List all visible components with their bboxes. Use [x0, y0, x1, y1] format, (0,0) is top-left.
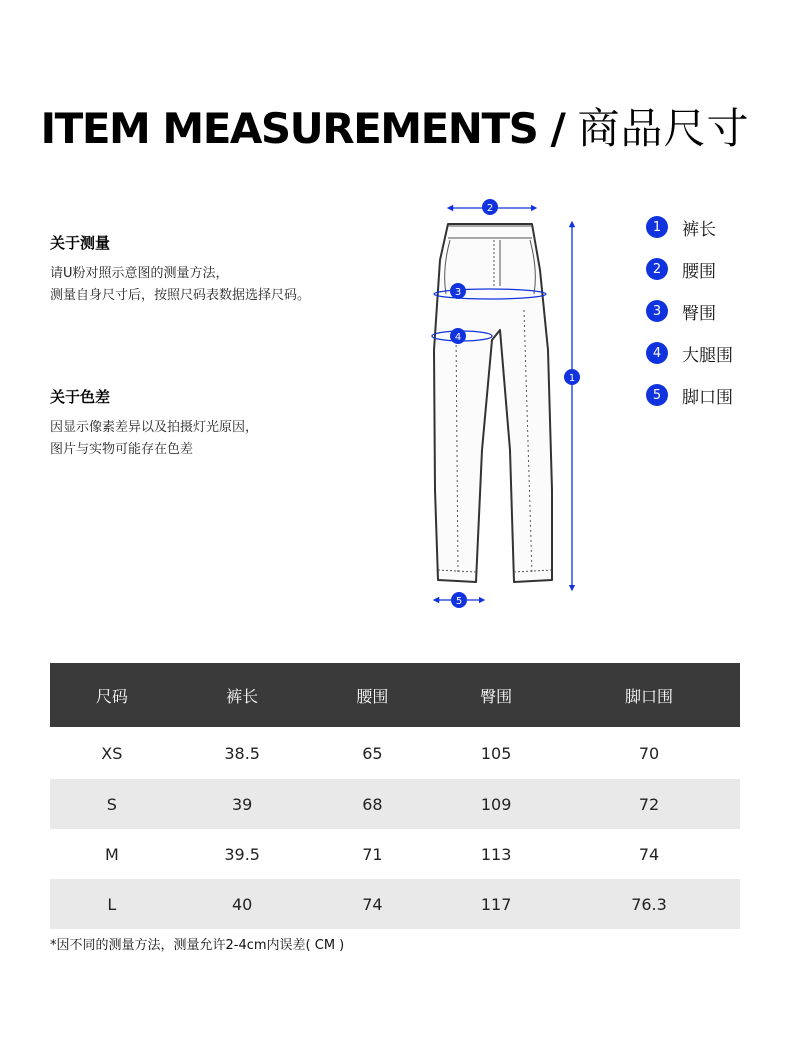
page-title-en: ITEM MEASUREMENTS / [40, 104, 565, 153]
table-cell: 65 [362, 743, 383, 763]
legend-number-badge: 1 [646, 216, 668, 238]
table-cell: 68 [311, 779, 435, 829]
legend-item [646, 332, 733, 374]
legend-number-badge: 2 [646, 258, 668, 280]
legend-item [646, 374, 733, 416]
svg-text:1: 1 [568, 373, 576, 384]
table-row [50, 879, 740, 929]
table-cell: 109 [434, 779, 558, 829]
svg-text:2: 2 [486, 203, 494, 214]
table-row [50, 829, 740, 879]
legend-item [646, 206, 733, 248]
table-row [50, 779, 740, 829]
header-length: 裤长 [174, 663, 311, 727]
measurement-legend [646, 206, 733, 416]
table-cell: 76.3 [558, 879, 740, 929]
table-cell: 113 [480, 844, 512, 864]
table-cell: 39.5 [224, 844, 260, 864]
legend-item [646, 290, 733, 332]
legend-label: 腰围 [682, 261, 716, 282]
table-cell: 71 [362, 844, 383, 864]
table-cell: XS [101, 743, 123, 763]
header-waist: 腰围 [311, 663, 435, 727]
legend-item [646, 248, 733, 290]
pants-diagram [420, 190, 600, 620]
legend-label: 臀围 [682, 303, 716, 324]
table-cell: 105 [480, 743, 512, 763]
measurement-note [50, 232, 380, 307]
legend-number-badge: 3 [646, 300, 668, 322]
table-cell: 74 [638, 844, 660, 864]
table-cell: 117 [434, 879, 558, 929]
color-note-line: 图片与实物可能存在色差 [50, 442, 194, 457]
color-note [50, 386, 380, 461]
page-title [0, 96, 790, 156]
measurement-note-line: 测量自身尺寸后，按照尺码表数据选择尺码。 [50, 288, 311, 303]
table-cell: 72 [558, 779, 740, 829]
pants-outline [434, 224, 552, 582]
header-hip: 臀围 [434, 663, 558, 727]
marker-thigh [450, 328, 466, 344]
marker-waist [482, 199, 498, 215]
svg-text:4: 4 [454, 332, 462, 343]
page-title-cn: 商品尺寸 [577, 104, 750, 153]
table-cell: 38.5 [224, 743, 260, 763]
legend-label: 裤长 [682, 219, 716, 240]
size-table [50, 663, 740, 929]
measurement-note-heading: 关于测量 [50, 234, 111, 252]
table-cell: L [50, 879, 174, 929]
marker-hip [450, 283, 466, 299]
measurement-note-line: 请U粉对照示意图的测量方法， [50, 266, 229, 281]
legend-label: 脚口围 [682, 387, 733, 408]
legend-number-badge: 4 [646, 342, 668, 364]
marker-length [564, 369, 580, 385]
table-cell: 70 [638, 743, 660, 763]
header-size: 尺码 [50, 663, 174, 727]
color-note-line: 因显示像素差异以及拍摄灯光原因， [50, 420, 259, 435]
table-cell: 74 [311, 879, 435, 929]
svg-text:5: 5 [455, 596, 463, 607]
size-table-header [50, 663, 740, 727]
marker-hem [451, 592, 467, 608]
header-hem: 脚口围 [558, 663, 740, 727]
table-cell: 39 [174, 779, 311, 829]
legend-number-badge: 5 [646, 384, 668, 406]
svg-text:3: 3 [454, 287, 462, 298]
table-cell: S [50, 779, 174, 829]
table-cell: M [104, 844, 119, 864]
table-row [50, 727, 740, 779]
legend-label: 大腿围 [682, 345, 733, 366]
table-cell: 40 [174, 879, 311, 929]
footnote: *因不同的测量方法，测量允许2-4cm内误差( CM ) [50, 938, 345, 953]
color-note-heading: 关于色差 [50, 388, 111, 406]
